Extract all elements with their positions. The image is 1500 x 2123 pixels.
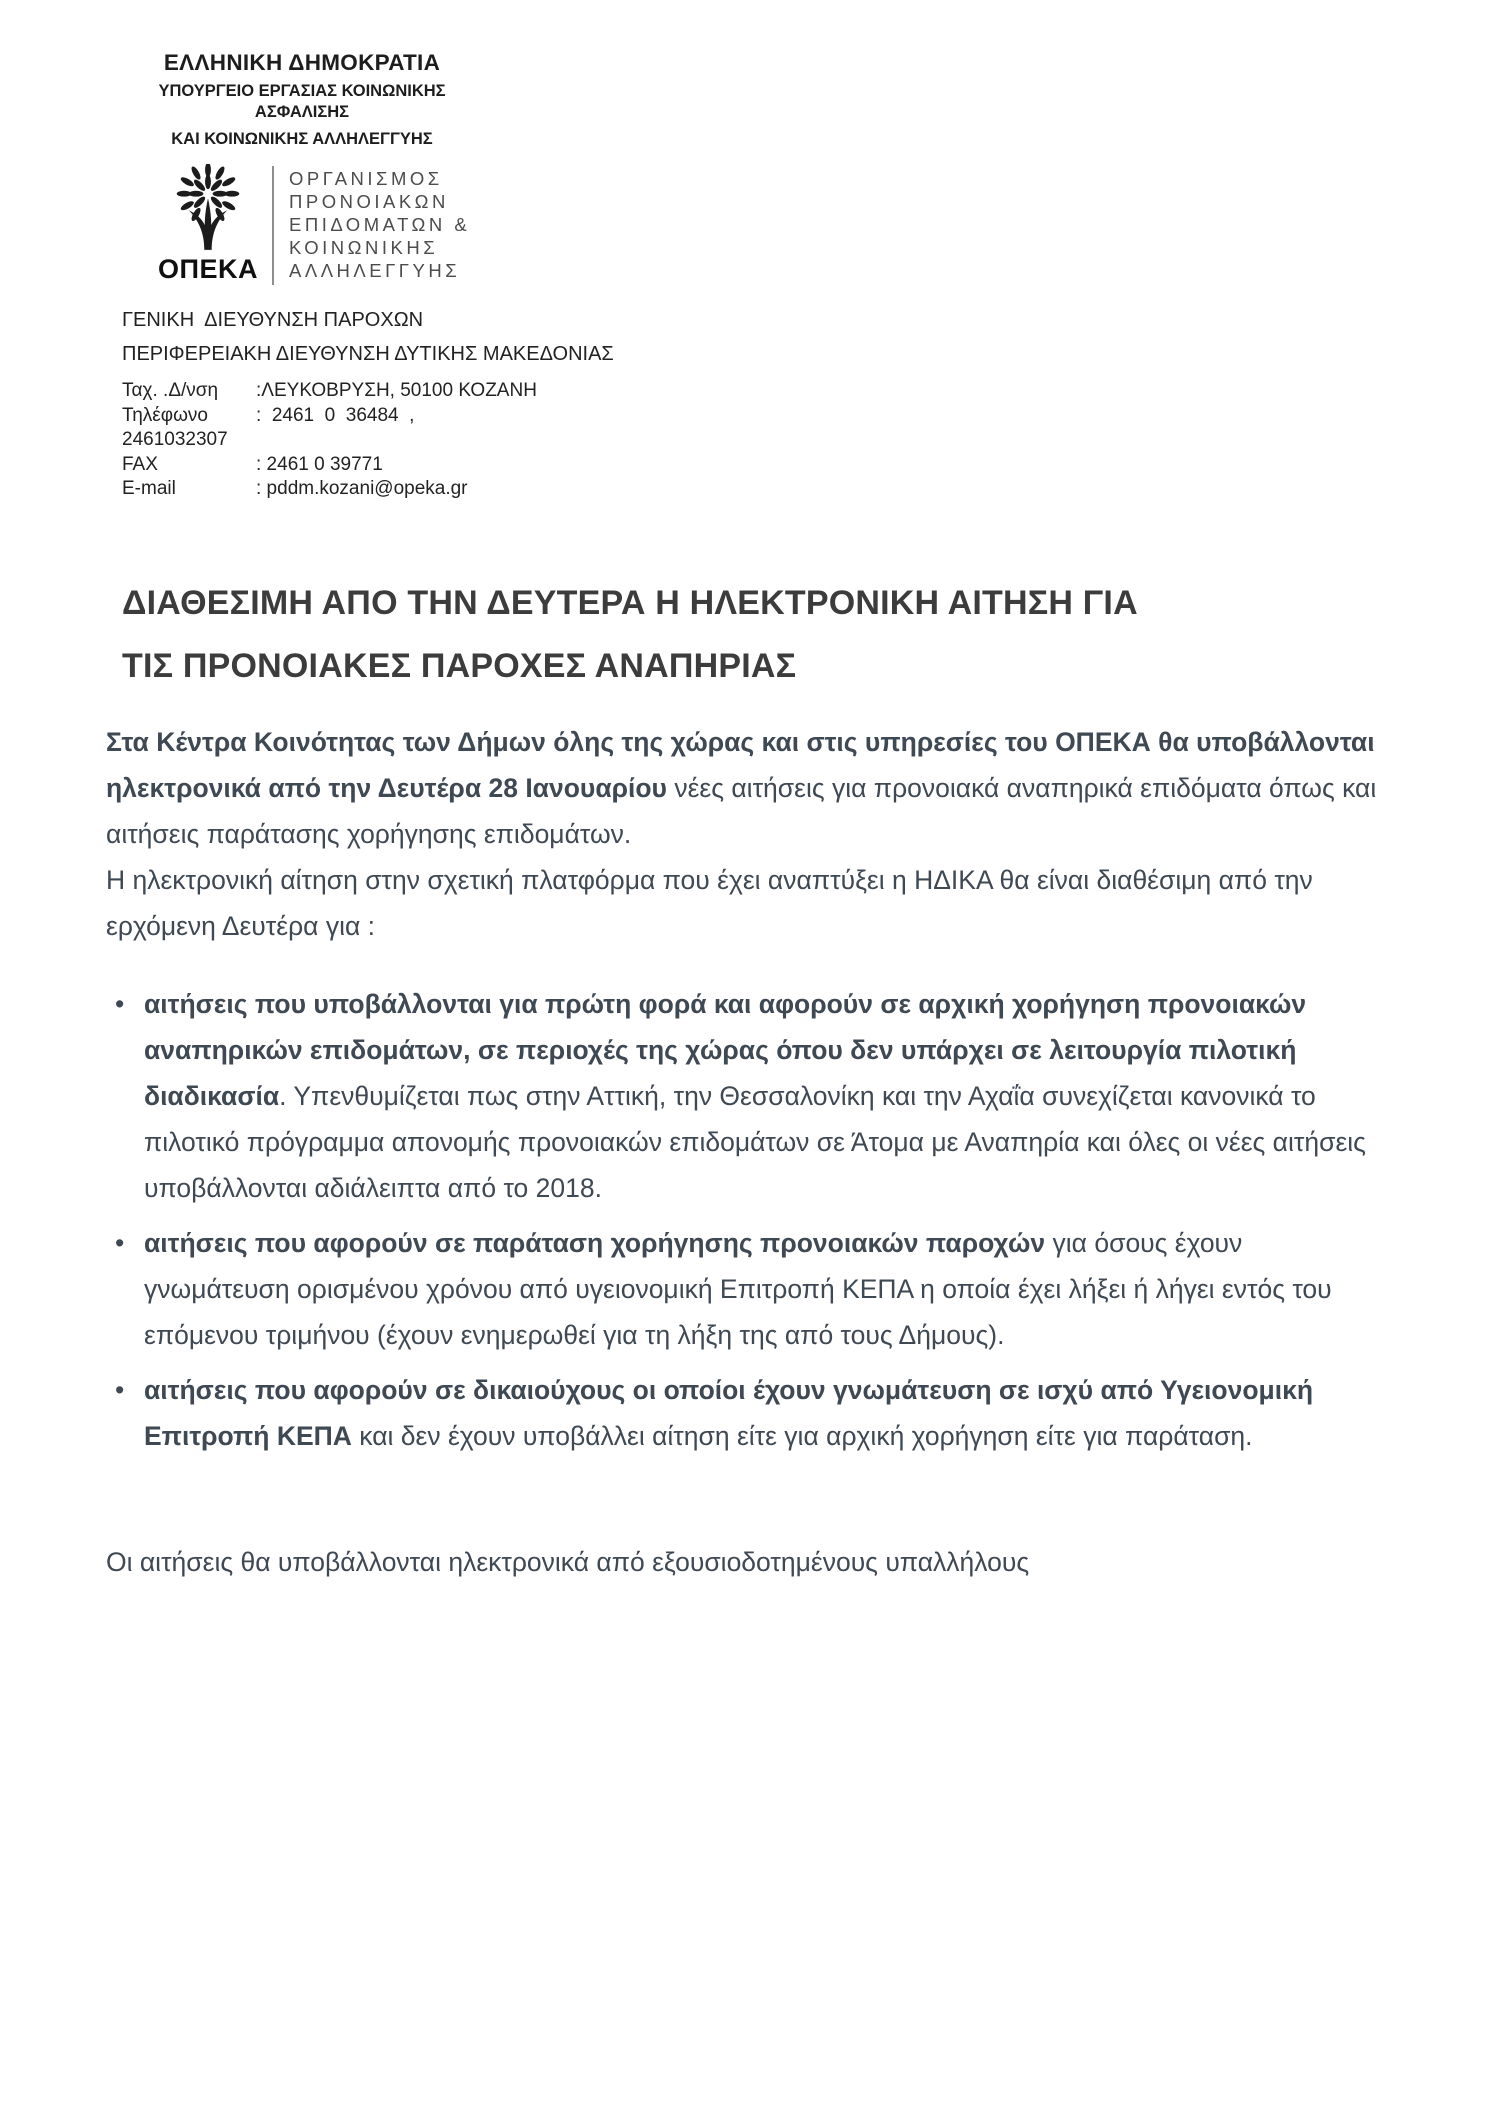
article: [106, 572, 1390, 1585]
bullet-bold: αιτήσεις που αφορούν σε παράταση χορήγησης προνοιακών παροχών: [144, 1227, 1046, 1258]
contact-row-fax: [122, 453, 1390, 478]
bullet-bold: αιτήσεις που αφορούν σε δικαιούχους οι οποίοι έχουν γνωμάτευση σε ισχύ από Υγειονομική Επιτροπή ΚΕΠΑ: [144, 1374, 1314, 1451]
bullet-item-initial-grant: [106, 981, 1390, 1211]
contact-row-address: [122, 379, 1390, 404]
bullet-bold: αιτήσεις που υποβάλλονται για πρώτη φορά και αφορούν σε αρχική χορήγηση προνοιακών αναπηρικών επιδομάτων, σε περιοχές της χώρας όπου δεν υπάρχει σε λειτουργία πιλοτική διαδικασία: [144, 988, 1307, 1111]
intro-paragraph: [106, 719, 1390, 857]
organization-name: [289, 164, 470, 287]
government-header: [122, 50, 482, 150]
contact-value: [256, 428, 1390, 453]
intro-paragraph-rest: νέες αιτήσεις για προνοιακά αναπηρικά επιδόματα όπως και αιτήσεις παράτασης χορήγησης επιδομάτων.: [106, 772, 1377, 849]
organization-name-line: ΠΡΟΝΟΙΑΚΩΝ: [289, 191, 449, 213]
contact-value: : 2461 0 36484 ,: [256, 404, 415, 426]
closing-paragraph: Οι αιτήσεις θα υποβάλλονται ηλεκτρονικά από εξουσιοδοτημένους υπαλλήλους: [106, 1546, 1030, 1577]
contact-label: E-mail: [122, 478, 176, 500]
republic-title: ΕΛΛΗΝΙΚΗ ΔΗΜΟΚΡΑΤΙΑ: [163, 50, 441, 75]
opeka-logo-block: [160, 164, 1390, 287]
logo-divider: [272, 166, 274, 285]
article-title: [106, 572, 1390, 698]
platform-paragraph: Η ηλεκτρονική αίτηση στην σχετική πλατφόρμα που έχει αναπτύξει η ΗΔΙΚΑ θα είναι διαθέσιμη από την ερχόμενη Δευτέρα για :: [106, 864, 1313, 941]
bullet-list: [106, 981, 1390, 1459]
bullet-item-extension: [106, 1220, 1390, 1358]
article-title-line-2: ΤΙΣ ΠΡΟΝΟΙΑΚΕΣ ΠΑΡΟΧΕΣ ΑΝΑΠΗΡΙΑΣ: [122, 646, 797, 685]
article-body: [106, 719, 1390, 1585]
opeka-acronym: ΟΠΕΚΑ: [158, 254, 259, 285]
tree-of-people-icon: [162, 164, 254, 252]
contact-label: Ταχ. .Δ/νση: [122, 380, 219, 402]
ministry-line-2: ΚΑΙ ΚΟΙΝΩΝΙΚΗΣ ΑΛΛΗΛΕΓΓΥΗΣ: [171, 129, 433, 148]
organization-name-line: ΕΠΙΔΟΜΑΤΩΝ &: [289, 214, 471, 236]
organization-name-line: ΑΛΛΗΛΕΓΓΥΗΣ: [289, 260, 461, 282]
contact-value: :ΛΕΥΚΟΒΡΥΣΗ, 50100 ΚΟΖΑΝΗ: [256, 380, 537, 402]
organization-name-line: ΟΡΓΑΝΙΣΜΟΣ: [289, 168, 443, 190]
contact-label: Τηλέφωνο: [122, 404, 208, 426]
letterhead: [122, 50, 1390, 502]
opeka-logo: [158, 164, 259, 287]
ministry-line-1: ΥΠΟΥΡΓΕΙΟ ΕΡΓΑΣΙΑΣ ΚΟΙΝΩΝΙΚΗΣ ΑΣΦΑΛΙΣΗΣ: [158, 82, 446, 122]
article-title-line-1: ΔΙΑΘΕΣΙΜΗ ΑΠΟ ΤΗΝ ΔΕΥΤΕΡΑ Η ΗΛΕΚΤΡΟΝΙΚΗ ΑΙΤΗΣΗ ΓΙΑ: [122, 583, 1138, 622]
contact-value: : 2461 0 39771: [256, 453, 383, 475]
organization-name-line: ΚΟΙΝΩΝΙΚΗΣ: [289, 237, 439, 259]
contact-details: [122, 379, 1390, 502]
intro-paragraph-bold: Στα Κέντρα Κοινότητας των Δήμων όλης της χώρας και στις υπηρεσίες του ΟΠΕΚΑ θα υποβάλλονται ηλεκτρονικά από την Δευτέρα 28 Ιανουαρίου: [106, 726, 1375, 803]
bullet-rest: . Υπενθυμίζεται πως στην Αττική, την Θεσσαλονίκη και την Αχαΐα συνεχίζεται κανονικά το πιλοτικό πρόγραμμα απονομής προνοιακών επιδομάτων σε Άτομα με Αναπηρία και όλες οι νέες αιτήσεις υποβάλλονται αδιάλειπτα από το 2018.: [144, 1080, 1366, 1203]
contact-label: FAX: [122, 453, 158, 475]
contact-row-phone-2: [122, 428, 1390, 453]
contact-row-phone: [122, 404, 1390, 429]
regional-directorate: ΠΕΡΙΦΕΡΕΙΑΚΗ ΔΙΕΥΘΥΝΣΗ ΔΥΤΙΚΗΣ ΜΑΚΕΔΟΝΙΑΣ: [122, 343, 614, 366]
bullet-item-valid-certificate: [106, 1367, 1390, 1459]
contact-label: 2461032307: [122, 429, 228, 451]
contact-row-email: [122, 477, 1390, 502]
general-directorate: ΓΕΝΙΚΗ ΔΙΕΥΘΥΝΣΗ ΠΑΡΟΧΩΝ: [122, 309, 424, 332]
bullet-rest: για όσους έχουν γνωμάτευση ορισμένου χρόνου από υγειονομική Επιτροπή ΚΕΠΑ η οποία έχει λήξει ή λήγει εντός του επόμενου τριμήνου (έχουν ενημερωθεί για τη λήξη της από τους Δήμους).: [144, 1227, 1332, 1350]
contact-value: : pddm.kozani@opeka.gr: [256, 478, 468, 500]
bullet-rest: και δεν έχουν υποβάλλει αίτηση είτε για αρχική χορήγηση είτε για παράταση.: [351, 1420, 1253, 1451]
